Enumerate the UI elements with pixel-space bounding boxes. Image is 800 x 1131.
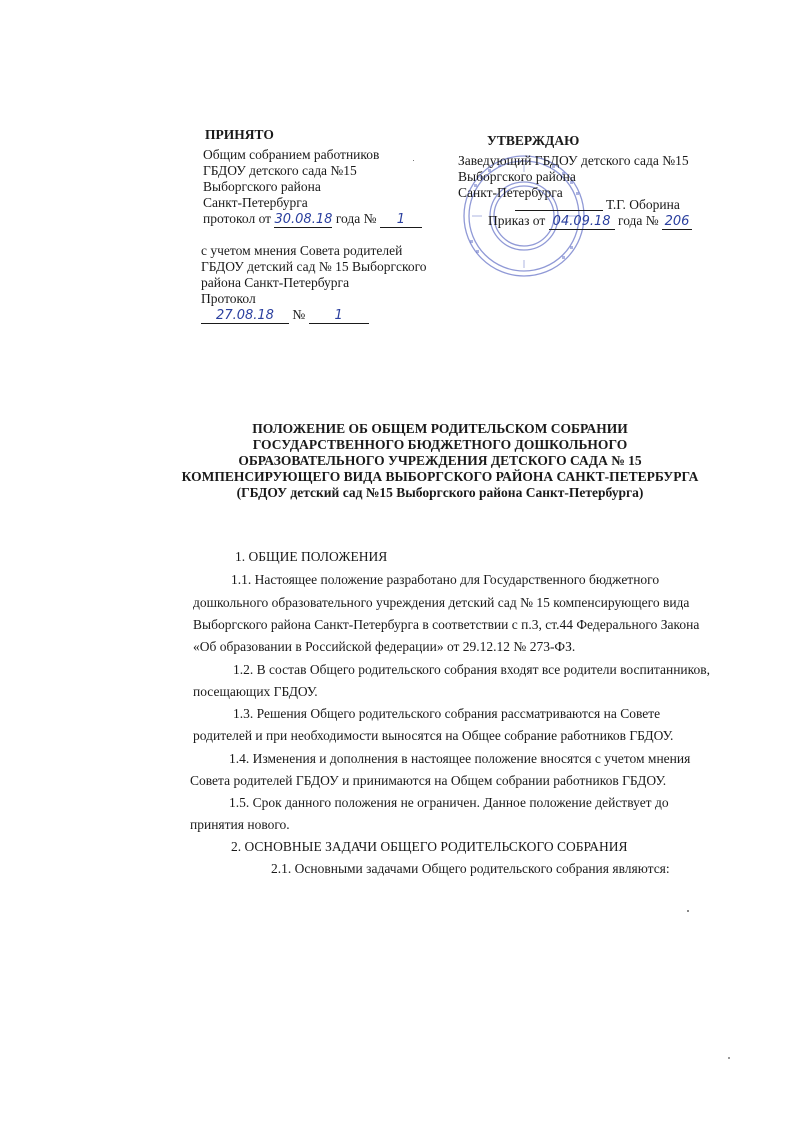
body-line-5: 1.2. В состав Общего родительского собрания входят все родители воспитанников, xyxy=(233,662,711,677)
approval-left-line-3: Выборгского района xyxy=(203,179,321,194)
protocol-prefix: протокол от xyxy=(203,211,272,226)
protocol-date: 30.08.18 xyxy=(274,212,333,227)
body-line-1: 1.1. Настоящее положение разработано для Государственного бюджетного xyxy=(231,572,660,587)
title-line-3: ОБРАЗОВАТЕЛЬНОГО УЧРЕЖДЕНИЯ ДЕТСКОГО САДА № 15 xyxy=(238,453,642,468)
parents-protocol xyxy=(201,307,369,324)
body-line-11: 1.5. Срок данного положения не ограничен. Данное положение действует до xyxy=(229,795,669,810)
order-middle: года № xyxy=(618,213,659,228)
order-date: 04.09.18 xyxy=(549,214,615,230)
body-line-3: Выборгского района Санкт-Петербурга в соответствии с п.3, ст.44 Федерального Закона xyxy=(193,617,700,632)
approval-left-heading: ПРИНЯТО xyxy=(205,127,274,142)
parents-line-4: Протокол xyxy=(201,291,256,306)
parents-line-1: с учетом мнения Совета родителей xyxy=(201,243,403,258)
body-line-2: дошкольного образовательного учреждения детский сад № 15 компенсирующего вида xyxy=(193,595,690,610)
body-line-7: 1.3. Решения Общего родительского собрания рассматриваются на Совете xyxy=(233,706,661,721)
scan-speck xyxy=(413,160,414,161)
signature-line xyxy=(515,210,603,211)
title-line-4: КОМПЕНСИРУЮЩЕГО ВИДА ВЫБОРГСКОГО РАЙОНА САНКТ-ПЕТЕРБУРГА xyxy=(181,469,699,484)
approval-left-line-2: ГБДОУ детского сада №15 xyxy=(203,163,357,178)
approval-right-line-2: Выборгского района xyxy=(458,169,576,184)
approval-right-line-3: Санкт-Петербурга xyxy=(458,185,563,200)
approval-right-line-1: Заведующий ГБДОУ детского сада №15 xyxy=(458,153,689,168)
scan-speck xyxy=(728,1057,730,1059)
body-line-9: 1.4. Изменения и дополнения в настоящее положение вносятся с учетом мнения xyxy=(229,751,691,766)
body-line-13: 2.1. Основными задачами Общего родительского собрания являются: xyxy=(271,861,670,876)
body-line-6: посещающих ГБДОУ. xyxy=(193,684,318,699)
order-number: 206 xyxy=(662,214,692,230)
protocol-middle: года № xyxy=(335,211,377,226)
order-prefix: Приказ от xyxy=(488,213,546,228)
parents-line-3: района Санкт-Петербурга xyxy=(201,275,350,290)
title-line-2: ГОСУДАРСТВЕННОГО БЮДЖЕТНОГО ДОШКОЛЬНОГО xyxy=(252,437,628,452)
protocol-number: 1 xyxy=(380,212,422,228)
section-2-heading: 2. ОСНОВНЫЕ ЗАДАЧИ ОБЩЕГО РОДИТЕЛЬСКОГО СОБРАНИЯ xyxy=(231,839,628,854)
body-line-4: «Об образовании в Российской федерации» от 29.12.12 № 273-ФЗ. xyxy=(193,639,576,654)
approval-right-signer: Т.Г. Оборина xyxy=(606,197,680,212)
parents-protocol-date: 27.08.18 xyxy=(201,308,289,324)
body-line-12: принятия нового. xyxy=(190,817,290,832)
body-line-8: родителей и при необходимости выносятся на Общее собрание работников ГБДОУ. xyxy=(193,728,674,743)
approval-left-line-4: Санкт-Петербурга xyxy=(203,195,308,210)
parents-number-sign: № xyxy=(292,307,306,322)
parents-protocol-number: 1 xyxy=(309,308,369,324)
title-line-1: ПОЛОЖЕНИЕ ОБ ОБЩЕМ РОДИТЕЛЬСКОМ СОБРАНИИ xyxy=(252,421,628,436)
parents-line-2: ГБДОУ детский сад № 15 Выборгского xyxy=(201,259,427,274)
title-line-5: (ГБДОУ детский сад №15 Выборгского района Санкт-Петербурга) xyxy=(236,485,644,500)
approval-left-protocol xyxy=(203,211,422,228)
body-line-10: Совета родителей ГБДОУ и принимаются на Общем собрании работников ГБДОУ. xyxy=(190,773,667,788)
scan-speck xyxy=(687,910,689,912)
approval-left-line-1: Общим собранием работников xyxy=(203,147,380,162)
approval-right-order xyxy=(488,213,692,230)
section-1-heading: 1. ОБЩИЕ ПОЛОЖЕНИЯ xyxy=(235,549,388,564)
approval-right-heading: УТВЕРЖДАЮ xyxy=(487,133,580,148)
